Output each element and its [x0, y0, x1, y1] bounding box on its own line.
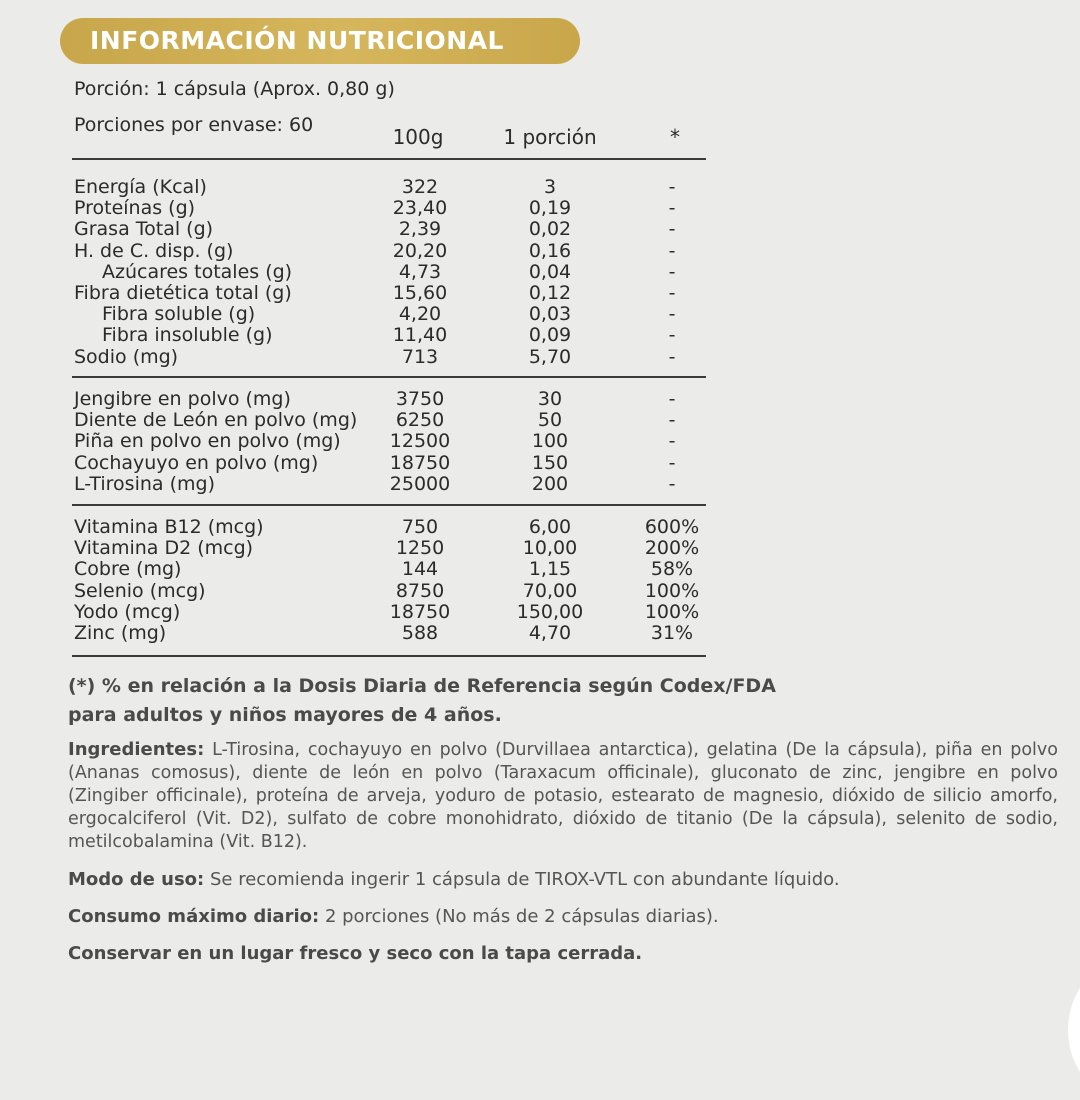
max-daily-label: Consumo máximo diario:	[68, 906, 320, 927]
value-daily-percent: -	[668, 345, 676, 368]
row-label: Cobre (mg)	[74, 558, 182, 581]
value-daily-percent: -	[668, 176, 676, 198]
table-row	[0, 241, 1080, 262]
value-100g: 6250	[395, 409, 445, 432]
value-portion: 50	[537, 409, 563, 432]
row-label: Zinc (mg)	[74, 622, 167, 644]
row-label: Sodio (mg)	[74, 345, 179, 368]
value-daily-percent: -	[668, 430, 676, 453]
footnote-line-1: (*) % en relación a la Dosis Diaria de Referencia según Codex/FDA	[68, 675, 776, 697]
table-divider	[72, 158, 706, 160]
value-daily-percent: -	[668, 324, 676, 347]
value-daily-percent: -	[668, 303, 676, 326]
value-100g: 20,20	[392, 239, 448, 262]
column-header-100g: 100g	[392, 125, 444, 149]
table-row	[0, 581, 1080, 602]
table-row	[0, 623, 1080, 644]
column-header-daily-value: *	[670, 125, 680, 149]
row-label: Proteínas (g)	[74, 197, 196, 220]
row-label: Piña en polvo en polvo (mg)	[74, 430, 341, 453]
value-100g: 144	[401, 558, 439, 581]
value-100g: 4,20	[398, 303, 442, 326]
table-row	[0, 347, 1080, 368]
storage-text: Conservar en un lugar fresco y seco con la tapa cerrada.	[68, 943, 643, 964]
row-label: Jengibre en polvo (mg)	[74, 388, 291, 410]
value-daily-percent: -	[668, 409, 676, 432]
table-row	[0, 453, 1080, 474]
value-portion: 4,70	[528, 622, 572, 644]
storage-note	[68, 942, 1058, 965]
value-daily-percent: -	[668, 388, 676, 410]
value-100g: 23,40	[392, 197, 448, 220]
ingredients	[68, 738, 1058, 854]
table-row	[0, 304, 1080, 325]
value-100g: 4,73	[398, 260, 442, 283]
ingredients-text: L-Tirosina, cochayuyo en polvo (Durvillaea antarctica), gelatina (De la cápsula), piña en polvo (Ananas comosus), diente de león en polvo (Taraxacum officinale), gluconato de zinc, jengibre en polvo (Zingiber officinale), proteína de arveja, yoduro de potasio, estearato de magnesio, dióxido de silicio amorfo, ergocalciferol (Vit. D2), sulfato de cobre monohidrato, dióxido de titanio (De la cápsula), selenito de sodio, metilcobalamina (Vit. B12).	[68, 740, 1058, 852]
value-portion: 0,19	[528, 197, 572, 220]
table-row	[0, 177, 1080, 198]
value-100g: 2,39	[398, 218, 442, 241]
row-label: Grasa Total (g)	[74, 218, 214, 241]
row-label: L-Tirosina (mg)	[74, 472, 215, 495]
row-label: Azúcares totales (g)	[102, 260, 293, 283]
footnote	[68, 672, 808, 730]
value-100g: 11,40	[392, 324, 448, 347]
table-row	[0, 219, 1080, 240]
value-portion: 150	[531, 451, 569, 474]
usage-text: Se recomienda ingerir 1 cápsula de TIROX-VTL con abundante líquido.	[209, 869, 840, 890]
value-portion: 100	[531, 430, 569, 453]
usage	[68, 868, 1058, 891]
value-portion: 0,16	[528, 239, 572, 262]
row-label: Fibra soluble (g)	[102, 303, 256, 326]
table-row	[0, 389, 1080, 410]
value-100g: 713	[401, 345, 439, 368]
value-daily-percent: -	[668, 218, 676, 241]
row-label: Selenio (mcg)	[74, 579, 206, 602]
value-daily-percent: -	[668, 197, 676, 220]
value-100g: 15,60	[392, 282, 448, 304]
table-row	[0, 538, 1080, 559]
max-daily	[68, 905, 1058, 928]
row-label: Vitamina D2 (mcg)	[74, 537, 254, 560]
value-100g: 25000	[389, 472, 451, 495]
value-100g: 588	[401, 622, 439, 644]
table-row	[0, 198, 1080, 219]
value-daily-percent: 100%	[644, 600, 700, 623]
value-daily-percent: 31%	[650, 622, 694, 644]
value-portion: 30	[537, 388, 563, 410]
value-portion: 200	[531, 472, 569, 495]
value-daily-percent: 200%	[644, 537, 700, 560]
table-row	[0, 262, 1080, 283]
value-100g: 12500	[389, 430, 451, 453]
table-divider	[72, 504, 706, 506]
row-label: Fibra insoluble (g)	[102, 324, 273, 347]
usage-label: Modo de uso:	[68, 869, 205, 890]
value-portion: 0,09	[528, 324, 572, 347]
row-label: Vitamina B12 (mcg)	[74, 516, 264, 538]
servings-per-container: Porciones por envase: 60	[74, 114, 314, 136]
value-100g: 18750	[389, 600, 451, 623]
row-label: H. de C. disp. (g)	[74, 239, 234, 262]
serving-size: Porción: 1 cápsula (Aprox. 0,80 g)	[74, 78, 395, 100]
value-portion: 3	[543, 176, 557, 198]
table-row	[0, 559, 1080, 580]
table-row	[0, 325, 1080, 346]
table-row	[0, 474, 1080, 495]
footnote-line-2: para adultos y niños mayores de 4 años.	[68, 704, 502, 726]
value-100g: 8750	[395, 579, 445, 602]
max-daily-text: 2 porciones (No más de 2 cápsulas diarias).	[324, 906, 719, 927]
value-portion: 1,15	[528, 558, 572, 581]
value-portion: 6,00	[528, 516, 572, 538]
value-portion: 5,70	[528, 345, 572, 368]
value-100g: 1250	[395, 537, 445, 560]
table-row	[0, 517, 1080, 538]
value-daily-percent: 58%	[650, 558, 694, 581]
value-daily-percent: -	[668, 260, 676, 283]
value-portion: 0,12	[528, 282, 572, 304]
row-label: Fibra dietética total (g)	[74, 282, 292, 304]
ingredients-label: Ingredientes:	[68, 739, 205, 760]
value-portion: 0,03	[528, 303, 572, 326]
row-label: Diente de León en polvo (mg)	[74, 409, 358, 432]
row-label: Yodo (mcg)	[74, 600, 181, 623]
value-daily-percent: 100%	[644, 579, 700, 602]
decorative-circle	[1068, 960, 1080, 1100]
row-label: Energía (Kcal)	[74, 176, 207, 198]
table-divider	[72, 376, 706, 378]
value-portion: 0,02	[528, 218, 572, 241]
table-divider	[72, 655, 706, 657]
table-row	[0, 410, 1080, 431]
value-100g: 3750	[395, 388, 445, 410]
value-daily-percent: -	[668, 451, 676, 474]
value-100g: 750	[401, 516, 439, 538]
value-daily-percent: -	[668, 282, 676, 304]
value-daily-percent: 600%	[644, 516, 700, 538]
table-row	[0, 283, 1080, 304]
title-banner	[60, 18, 580, 64]
table-row	[0, 602, 1080, 623]
row-label: Cochayuyo en polvo (mg)	[74, 451, 319, 474]
table-row	[0, 431, 1080, 452]
column-header-portion: 1 porción	[503, 125, 597, 149]
value-100g: 18750	[389, 451, 451, 474]
value-portion: 0,04	[528, 260, 572, 283]
page-title: INFORMACIÓN NUTRICIONAL	[90, 26, 504, 55]
value-100g: 322	[401, 176, 439, 198]
value-daily-percent: -	[668, 472, 676, 495]
value-portion: 70,00	[522, 579, 578, 602]
value-portion: 150,00	[516, 600, 584, 623]
value-portion: 10,00	[522, 537, 578, 560]
value-daily-percent: -	[668, 239, 676, 262]
